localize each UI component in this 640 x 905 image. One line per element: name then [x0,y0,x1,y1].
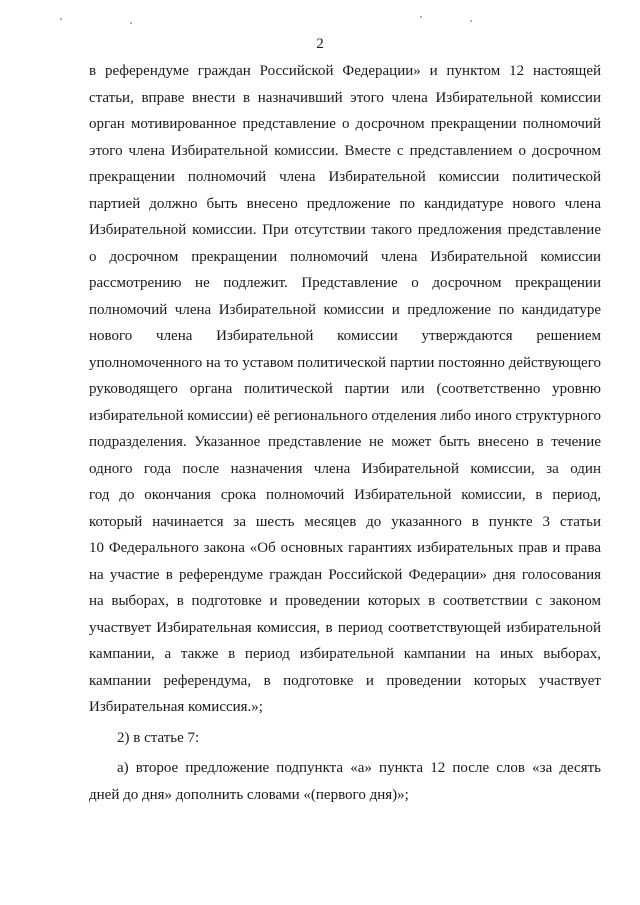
text-line: избирательной комиссии) её регионального отделения либо иного структурного [89,407,601,424]
text-line: а) второе предложение подпункта «а» пункта 12 после слов «за десять [117,760,601,776]
paragraph-1 [89,58,601,721]
text-line: нового члена Избирательной комиссии утверждаются решением [89,328,601,344]
text-line: Избирательная комиссия.»; [89,699,263,715]
text-line: уполномоченного на то уставом политической партии постоянно действующего [89,354,601,371]
text-line: год до окончания срока полномочий Избирательной комиссии, в период, [89,487,601,503]
text-line: одного года после назначения члена Избирательной комиссии, за один [89,460,601,477]
text-line: руководящего органа политической партии или (соответственно уровню [89,381,601,397]
text-line: орган мотивированное представление о досрочном прекращении полномочий [89,116,601,132]
text-line: подразделения. Указанное представление не может быть внесено в течение [89,434,601,450]
scan-speck [470,20,472,22]
list-item-a [89,755,601,808]
text-line: Избирательной комиссии. При отсутствии такого предложения представление [89,222,601,238]
text-line: партией должно быть внесено предложение по кандидатуре нового члена [89,195,601,212]
text-line: статьи, вправе внести в назначивший этого члена Избирательной комиссии [89,89,601,106]
text-line: 10 Федерального закона «Об основных гарантиях избирательных прав и права [89,540,601,556]
scan-speck [420,16,422,18]
page-number: 2 [316,36,324,52]
text-line: рассмотрению не подлежит. Представление о досрочном прекращении [89,275,601,291]
text-line: участвует Избирательная комиссия, в период соответствующей избирательной [89,619,601,636]
text-line: о досрочном прекращении полномочий члена Избирательной комиссии [89,248,601,265]
text-line: кампании, а также в период избирательной кампании на иных выборах, [89,646,601,662]
text-line: полномочий члена Избирательной комиссии и предложение по кандидатуре [89,301,601,318]
text-line: прекращении полномочий члена Избирательной комиссии политической [89,169,601,185]
text-line: на участие в референдуме граждан Российской Федерации» дня голосования [89,566,601,583]
text-line: кампании референдума, в подготовке и проведении которых участвует [89,672,601,689]
text-line: этого члена Избирательной комиссии. Вместе с представлением о досрочном [89,142,601,159]
text-line: дней до дня» дополнить словами «(первого дня)»; [89,786,409,803]
text-line: который начинается за шесть месяцев до указанного в пункте 3 статьи [89,513,601,530]
text-line: в референдуме граждан Российской Федерации» и пунктом 12 настоящей [89,63,601,79]
list-item-2: 2) в статье 7: [117,729,200,746]
document-body [89,58,601,808]
scan-speck [130,22,132,24]
scan-speck [60,18,62,20]
text-line: на выборах, в подготовке и проведении которых в соответствии с законом [89,593,601,609]
